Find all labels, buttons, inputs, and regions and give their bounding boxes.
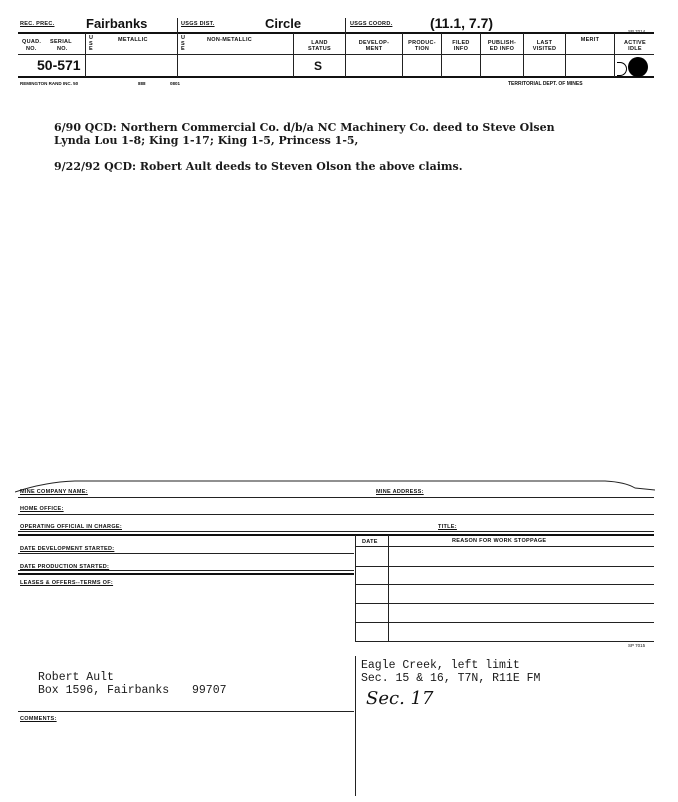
col-serial-no: NO. (57, 46, 68, 52)
location-line-1: Eagle Creek, left limit (361, 659, 520, 672)
rec-prec-label: REC. PREC. (20, 21, 55, 27)
usgs-coord-value: (11.1, 7.7) (430, 15, 494, 31)
col-production: PRODUC- TION (408, 40, 436, 52)
active-indicator-icon (628, 57, 648, 77)
table-vrule-left (355, 535, 356, 641)
rule-row2 (355, 584, 654, 585)
leases-label: LEASES & OFFERS--TERMS OF: (20, 580, 114, 586)
col-merit: MERIT (580, 37, 600, 43)
rule-dev (18, 553, 354, 554)
col-last-visited: LAST VISITED (532, 40, 557, 52)
date-prod-started-label: DATE PRODUCTION STARTED: (20, 564, 110, 570)
col-serial: SERIAL (50, 39, 72, 45)
note-line-2: Lynda Lou 1-8; King 1-17; King 1-5, Princess 1-5, (54, 134, 359, 147)
location-line-2: Sec. 15 & 16, T7N, R11E FM (361, 672, 541, 685)
idle-indicator-icon (617, 62, 627, 76)
note-line-1: 6/90 QCD: Northern Commercial Co. d/b/a NC Machinery Co. deed to Steve Olsen (54, 121, 555, 134)
form-number: SP 7014 (628, 29, 646, 34)
rule-prod-2 (18, 573, 354, 575)
col-development: DEVELOP- MENT (358, 40, 390, 52)
header-rule-mid (18, 54, 654, 55)
rule-comments (18, 711, 354, 712)
col-quad: QUAD. (22, 39, 42, 45)
land-status-value: S (314, 59, 323, 73)
printer-line: REMINGTON RAND INC. 50 (20, 81, 79, 86)
header-vrule (85, 33, 86, 77)
col-use-letters: U S E (89, 35, 94, 52)
title-label: TITLE: (438, 524, 457, 530)
header-vrule (177, 18, 178, 77)
owner-address: Box 1596, Fairbanks (38, 684, 170, 697)
operating-official-label: OPERATING OFFICIAL IN CHARGE: (20, 524, 122, 530)
handwritten-section-note: Sec. 17 (366, 688, 434, 709)
bottom-vrule (355, 656, 356, 796)
mine-company-label: MINE COMPANY NAME: (20, 489, 88, 495)
col-non-metallic: NON-METALLIC (207, 37, 253, 43)
header-rule-bottom (18, 76, 654, 78)
back-form-number: SP 7015 (628, 643, 646, 648)
card-top-edge (15, 472, 655, 494)
note-line-3: 9/22/92 QCD: Robert Ault deeds to Steven Olson the above claims. (54, 160, 463, 173)
col-use-letters-2: U S E (181, 35, 186, 52)
rule-prod (18, 570, 354, 571)
col-metallic: METALLIC (118, 37, 148, 43)
col-filed-info: FILED INFO (452, 40, 470, 52)
date-dev-started-label: DATE DEVELOPMENT STARTED: (20, 546, 115, 552)
rule-row3 (355, 603, 654, 604)
rule-table-top (18, 534, 654, 536)
date-column-header: DATE (362, 539, 378, 545)
home-office-label: HOME OFFICE: (20, 506, 64, 512)
usgs-dist-label: USGS DIST. (181, 21, 215, 27)
rec-prec-value: Fairbanks (86, 16, 148, 31)
col-no: NO. (26, 46, 37, 52)
printer-code-1: 888 (138, 81, 146, 86)
rule-home-office (18, 514, 654, 515)
header-rule-top (18, 32, 654, 34)
record-number: 50-571 (37, 57, 81, 73)
rule-operating (18, 531, 654, 532)
usgs-dist-value: Circle (265, 16, 302, 31)
comments-label: COMMENTS: (20, 716, 57, 722)
mine-address-label: MINE ADDRESS: (376, 489, 424, 495)
table-vrule-date (388, 535, 389, 641)
printer-code-2: 0801 (170, 81, 181, 86)
col-land-status: LAND STATUS (308, 40, 331, 52)
col-active-idle: ACTIVE IDLE (624, 40, 646, 52)
rule-row4 (355, 622, 654, 623)
rule-table-head (355, 546, 654, 547)
rule-company (18, 497, 654, 498)
rule-row5 (355, 641, 654, 642)
rule-row1 (355, 566, 654, 567)
territorial-dept: TERRITORIAL DEPT. OF MINES (508, 81, 583, 87)
owner-name: Robert Ault (38, 671, 114, 684)
usgs-coord-label: USGS COORD. (350, 21, 393, 27)
reason-column-header: REASON FOR WORK STOPPAGE (452, 538, 547, 544)
col-published-info: PUBLISH- ED INFO (487, 40, 517, 52)
owner-zip: 99707 (192, 684, 227, 697)
